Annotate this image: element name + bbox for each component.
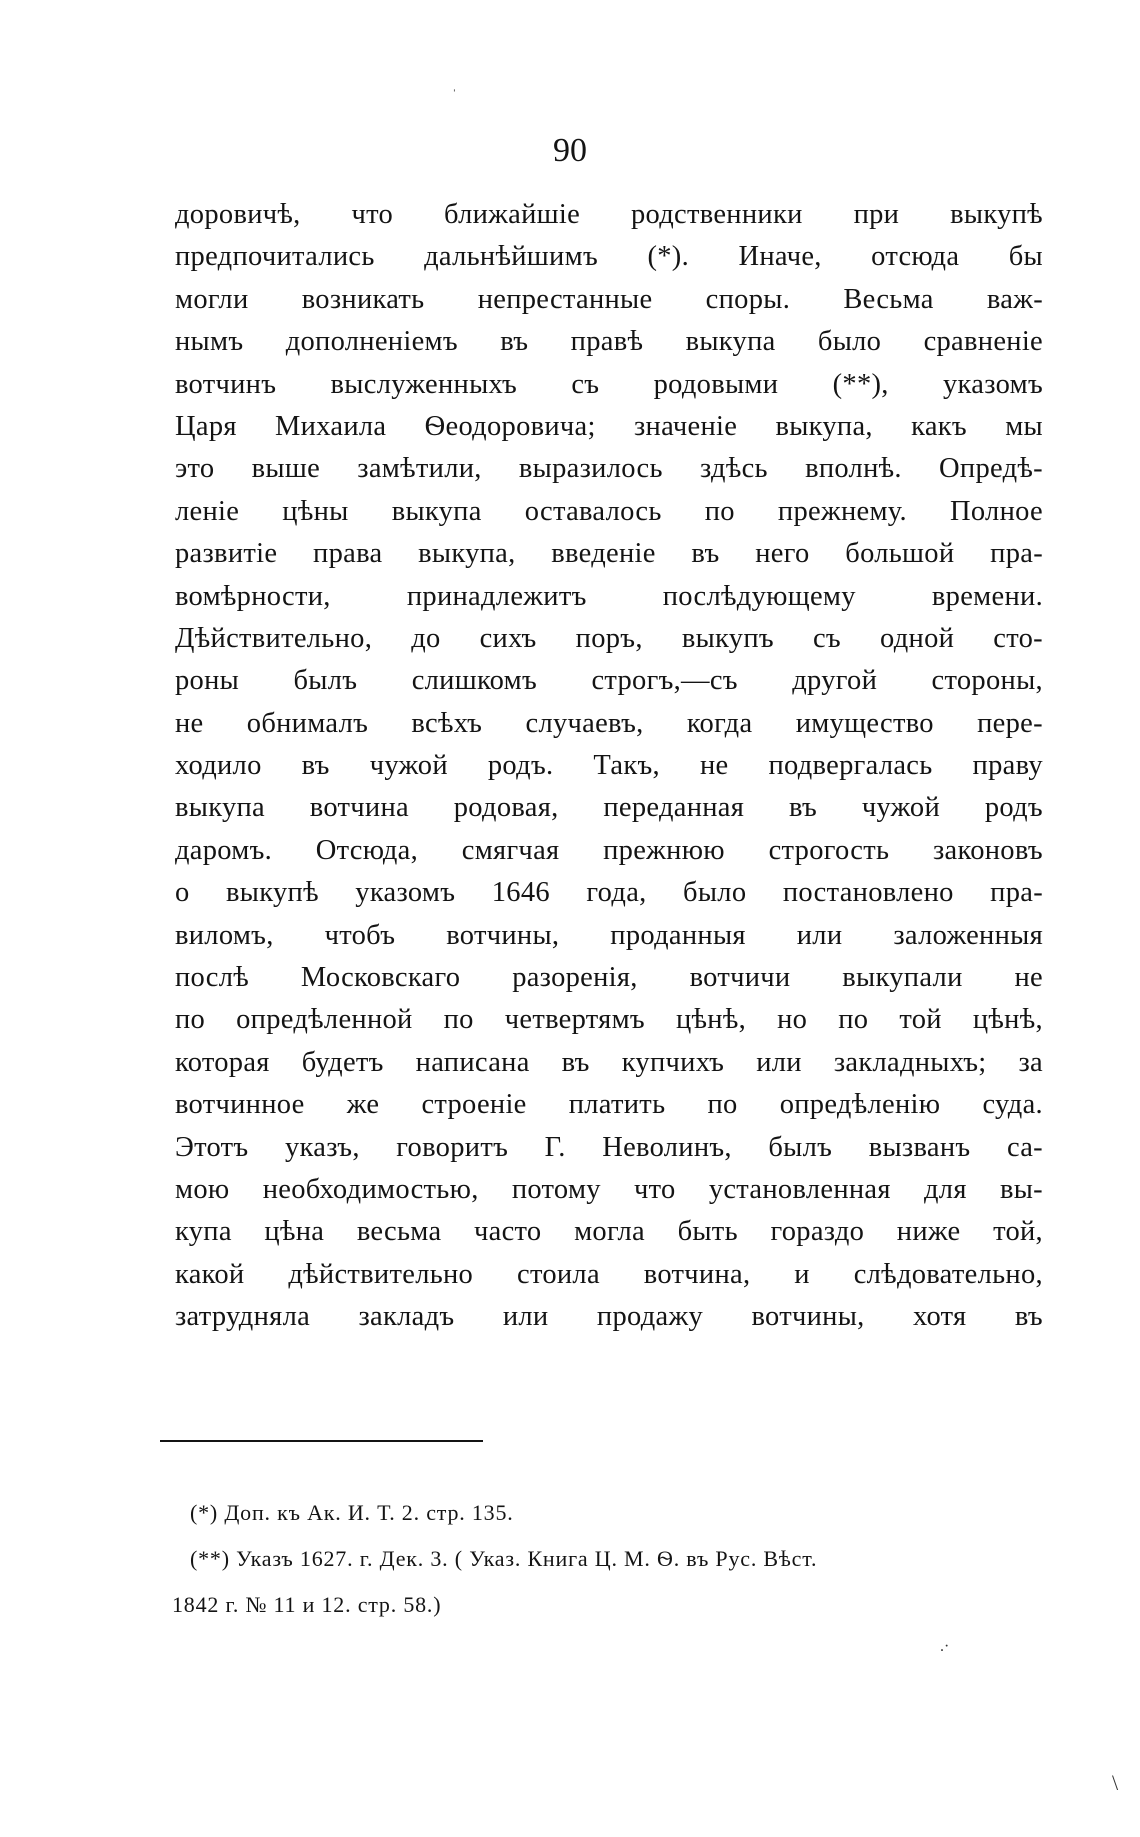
- print-speck: ˈ: [452, 88, 457, 103]
- page-number: 90: [553, 132, 587, 169]
- text-line: Царя Михаила Ѳеодоровича; значеніе выкупа, какъ мы: [175, 410, 1043, 442]
- footnote-2-continuation: 1842 г. № 11 и 12. стр. 58.): [172, 1592, 442, 1617]
- text-line: вотчинъ выслуженныхъ съ родовыми (**), указомъ: [175, 368, 1043, 400]
- print-speck: .·: [940, 1638, 950, 1655]
- text-line: какой дѣйствительно стоила вотчина, и слѣдовательно,: [175, 1258, 1043, 1290]
- text-line: по опредѣленной по четвертямъ цѣнѣ, но по той цѣнѣ,: [175, 1004, 1043, 1036]
- text-line: доровичѣ, что ближайшіе родственники при выкупѣ: [175, 199, 1043, 230]
- text-line: предпочитались дальнѣйшимъ (*). Иначе, отсюда бы: [175, 241, 1043, 273]
- text-line: это выше замѣтили, выразилось здѣсь вполнѣ. Опредѣ-: [175, 453, 1043, 485]
- footnote-1: (*) Доп. къ Ак. И. Т. 2. стр. 135.: [190, 1500, 514, 1525]
- text-line: развитіе права выкупа, введеніе въ него большой пра-: [175, 538, 1043, 570]
- body-text: [175, 194, 1043, 1339]
- text-line: могли возникать непрестанные споры. Весьма важ-: [175, 283, 1043, 315]
- text-line: леніе цѣны выкупа оставалось по прежнему. Полное: [175, 495, 1043, 527]
- text-line: купа цѣна весьма часто могла быть гораздо ниже той,: [175, 1216, 1043, 1248]
- text-line: даромъ. Отсюда, смягчая прежнюю строгость законовъ: [175, 834, 1043, 866]
- text-line: Дѣйствительно, до сихъ поръ, выкупъ съ одной сто-: [175, 622, 1043, 654]
- text-line: вотчинное же строеніе платить по опредѣленію суда.: [175, 1089, 1043, 1121]
- text-line: послѣ Московскаго разоренія, вотчичи выкупали не: [175, 962, 1043, 994]
- print-speck: \: [1112, 1770, 1119, 1795]
- text-line: которая будетъ написана въ купчихъ или закладныхъ; за: [175, 1046, 1043, 1078]
- text-line: о выкупѣ указомъ 1646 года, было постановлено пра-: [175, 877, 1043, 909]
- footnotes: [172, 1490, 1050, 1628]
- text-line: затрудняла закладъ или продажу вотчины, хотя въ: [175, 1301, 1043, 1333]
- text-line: ходило въ чужой родъ. Такъ, не подвергалась праву: [175, 750, 1043, 782]
- text-line: виломъ, чтобъ вотчины, проданныя или заложенныя: [175, 919, 1043, 951]
- text-line: роны былъ слишкомъ строгъ,—съ другой стороны,: [175, 665, 1043, 697]
- text-line: не обнималъ всѣхъ случаевъ, когда имущество пере-: [175, 707, 1043, 739]
- text-line: мою необходимостью, потому что установленная для вы-: [175, 1173, 1043, 1205]
- footnote-separator: [160, 1440, 483, 1442]
- text-line: Этотъ указъ, говоритъ Г. Неволинъ, былъ вызванъ са-: [175, 1131, 1043, 1163]
- text-line: вомѣрности, принадлежитъ послѣдующему времени.: [175, 580, 1043, 612]
- text-line: выкупа вотчина родовая, переданная въ чужой родъ: [175, 792, 1043, 824]
- footnote-2: (**) Указъ 1627. г. Дек. 3. ( Указ. Книга Ц. М. Ѳ. въ Рус. Вѣст.: [190, 1546, 818, 1571]
- text-line: нымъ дополненіемъ въ правѣ выкупа было сравненіе: [175, 326, 1043, 358]
